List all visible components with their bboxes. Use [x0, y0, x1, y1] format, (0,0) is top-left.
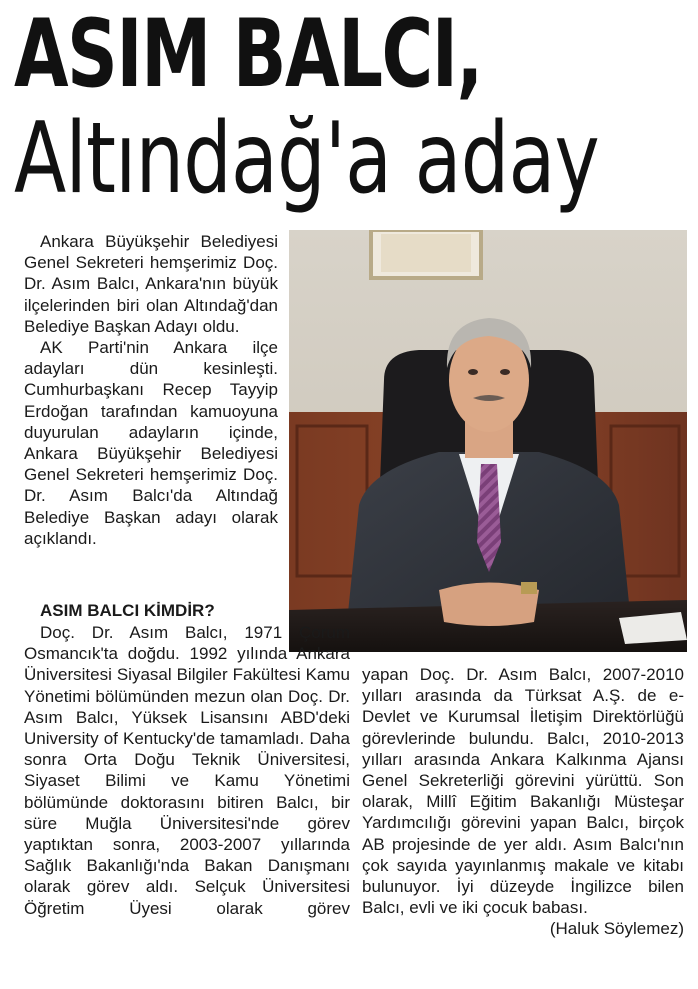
- byline: (Haluk Söylemez): [549, 919, 684, 939]
- left-eye: [468, 369, 478, 375]
- bio-paragraph-part-1: Doç. Dr. Asım Balcı, 1971 Çorum Osmancık'ta doğdu. 1992 yılında Ankara Üniversitesi Siyasal Bilgiler Fakültesi Kamu Yönetimi bölümünden mezun olan Doç. Dr. Asım Balcı, Yüksek Lisansını ABD'deki University of Kentucky'de tamamladı. Daha sonra Orta Doğu Teknik Üniversitesi, Siyaset Bilimi ve Kamu Yönetimi bölümünde doktorasını bitiren Balcı, bir süre Muğla Üniversitesi'nde görev yaptıktan sonra, 2003-2007 yıllarında Sağlık Bakanlığı'nda Bakan Danışmanı olarak görev aldı. Selçuk Üniversitesi Öğretim Üyesi olarak görev: [24, 623, 350, 918]
- article-column-bio-1: [24, 600, 350, 919]
- framed-picture-inner: [381, 234, 471, 272]
- headline-line-2: Altındağ'a aday: [14, 102, 599, 216]
- portrait-photo: [289, 230, 687, 652]
- subheading: ASIM BALCI KİMDİR?: [40, 601, 215, 620]
- wrist-watch: [521, 582, 537, 594]
- right-eye: [500, 369, 510, 375]
- bio-paragraph-part-2: [362, 664, 684, 939]
- intro-paragraph-2: AK Parti'nin Ankara ilçe adayları dün kesinleşti. Cumhurbaşkanı Recep Tayyip Erdoğan tarafından kamuoyuna duyurulan adayların içinde, Ankara Büyükşehir Belediyesi Genel Sekreteri hemşerimiz Doç. Dr. Asım Balcı'da Altındağ Belediye Başkan adayı olarak açıklandı.: [24, 338, 278, 548]
- headline-line-1: ASIM BALCI,: [14, 0, 482, 109]
- intro-paragraph-1: Ankara Büyükşehir Belediyesi Genel Sekreteri hemşerimiz Doç. Dr. Asım Balcı, Ankara'nın büyük ilçelerinden biri olan Altındağ'dan Belediye Başkan Adayı oldu.: [24, 232, 278, 336]
- article-column-intro: [24, 231, 278, 549]
- bio-text-part-2: yapan Doç. Dr. Asım Balcı, 2007-2010 yılları arasında da Türksat A.Ş. de e-Devlet ve Kurumsal İletişim Direktörlüğü görevlerinde bulundu. Balcı, 2010-2013 yılları arasında Ankara Kalkınma Ajansı Genel Sekreterliği görevini yürüttü. Son olarak, Millî Eğitim Bakanlığı Müsteşar Yardımcılığı görevini yapan Balcı, birçok AB projesinde de yer aldı. Asım Balcı'nın çok sayıda yayınlanmış makale ve kitabı bulunuyor. İyi düzeyde İngilizce bilen Balcı, evli ve iki çocuk babası.: [362, 665, 684, 918]
- article-column-bio-2: [362, 664, 684, 940]
